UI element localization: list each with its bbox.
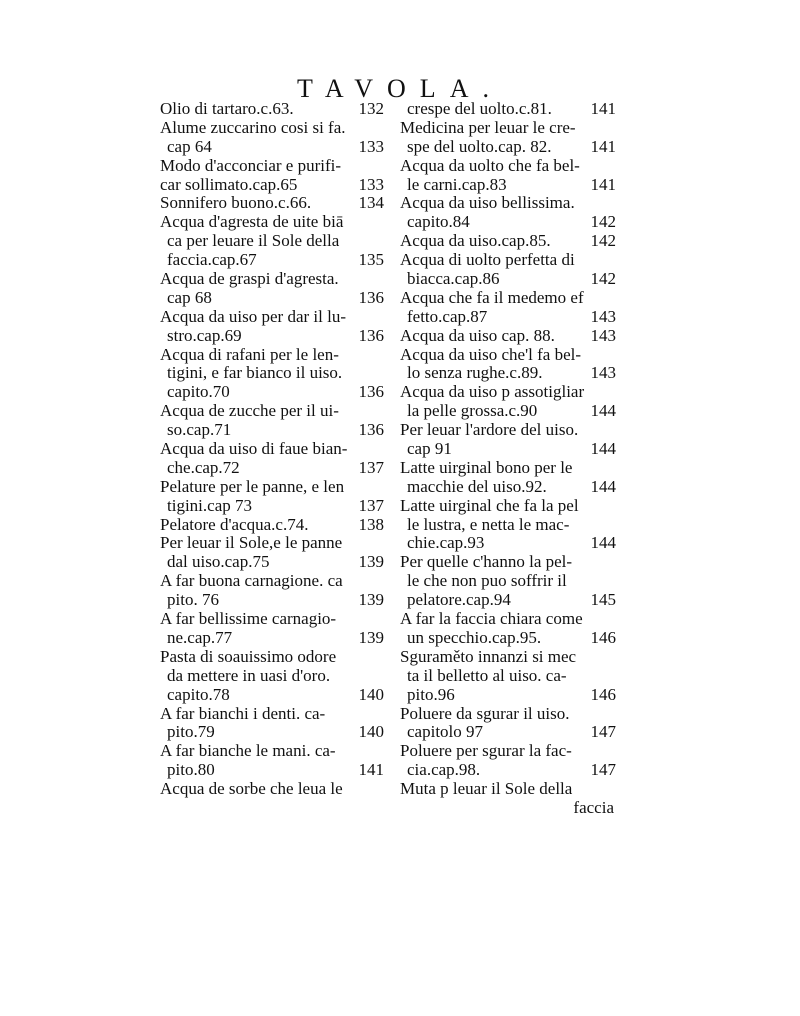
entry-text: pito.96 <box>407 684 455 704</box>
index-entry-line <box>160 497 392 516</box>
entry-text: le lustra, e netta le mac- <box>407 514 570 534</box>
index-entry-line <box>400 553 624 572</box>
entry-text: Poluere per sgurar la fac- <box>400 741 572 761</box>
index-entry-line <box>160 686 392 705</box>
entry-text: Per leuar l'ardore del uiso. <box>400 420 579 440</box>
index-entry-line <box>160 761 392 780</box>
entry-text: pito.79 <box>167 722 215 742</box>
page-number: 140 <box>358 684 384 704</box>
entry-text: le che non puo soffrir il <box>407 571 567 591</box>
page-title: TAVOLA. <box>297 74 503 103</box>
index-entry-line <box>400 440 624 459</box>
entry-text: capito.70 <box>167 382 230 402</box>
index-entry-line <box>400 667 624 686</box>
index-entry-line <box>400 176 624 195</box>
entry-text: Acqua da uiso per dar il lu- <box>160 306 346 326</box>
index-entry-line <box>400 402 624 421</box>
entry-text: Acqua da uiso p assotigliar <box>400 382 585 402</box>
index-entry-line <box>400 289 624 308</box>
entry-text: capitolo 97 <box>407 722 484 742</box>
index-entry-line <box>160 780 392 799</box>
page-number: 135 <box>358 250 384 270</box>
page-number: 137 <box>358 495 384 515</box>
index-entry-line <box>400 742 624 761</box>
entry-text: Sguraměto innanzi si mec <box>400 646 577 666</box>
page-number: 145 <box>590 590 616 610</box>
entry-text: so.cap.71 <box>167 420 232 440</box>
index-entry-line <box>400 213 624 232</box>
entry-text: dal uiso.cap.75 <box>167 552 270 572</box>
page-number: 143 <box>590 325 616 345</box>
entry-text: pito.80 <box>167 760 215 780</box>
entry-text: Acqua de sorbe che leua le <box>160 779 343 799</box>
index-entry-line <box>160 478 392 497</box>
index-entry-line <box>400 572 624 591</box>
entry-text: Acqua che fa il medemo ef <box>400 287 584 307</box>
page-number: 133 <box>358 174 384 194</box>
page-number: 136 <box>358 287 384 307</box>
entry-text: Latte uirginal bono per le <box>400 457 573 477</box>
entry-text: la pelle grossa.c.90 <box>407 401 538 421</box>
index-entry-line <box>400 478 624 497</box>
entry-text: faccia.cap.67 <box>167 250 257 270</box>
entry-text: da mettere in uasi d'oro. <box>167 665 331 685</box>
page-number: 146 <box>590 627 616 647</box>
index-entry-line <box>160 705 392 724</box>
entry-text: Per quelle c'hanno la pel- <box>400 552 573 572</box>
entry-text: crespe del uolto.c.81. <box>407 99 552 118</box>
entry-text: Pasta di soauissimo odore <box>160 646 337 666</box>
index-entry-line <box>160 667 392 686</box>
index-entry-line <box>160 194 392 213</box>
entry-text: Acqua de graspi d'agresta. <box>160 269 339 289</box>
index-entry-line <box>400 686 624 705</box>
entry-text: che.cap.72 <box>167 457 240 477</box>
index-entry-line <box>400 100 624 119</box>
entry-text: A far la faccia chiara come <box>400 609 583 629</box>
index-entry-line <box>160 327 392 346</box>
index-entry-line <box>400 157 624 176</box>
entry-text: stro.cap.69 <box>167 325 242 345</box>
page-number: 144 <box>590 401 616 421</box>
index-entry-line <box>160 308 392 327</box>
index-entry-line <box>160 402 392 421</box>
index-entry-line <box>160 289 392 308</box>
entry-text: car sollimato.cap.65 <box>160 174 298 194</box>
index-entry-line <box>400 591 624 610</box>
index-entry-line <box>400 723 624 742</box>
page-number: 140 <box>358 722 384 742</box>
index-entry-line <box>400 270 624 289</box>
page-number: 141 <box>590 99 616 118</box>
page-number: 134 <box>358 193 384 213</box>
index-entry-line <box>160 364 392 383</box>
index-entry-line <box>160 176 392 195</box>
index-entry-line <box>160 100 392 119</box>
page-number: 133 <box>358 136 384 156</box>
index-entry-line <box>160 251 392 270</box>
index-entry-line <box>160 534 392 553</box>
entry-text: Poluere da sgurar il uiso. <box>400 703 570 723</box>
index-entry-line <box>400 138 624 157</box>
entry-text: cap 68 <box>167 287 212 307</box>
entry-text: Modo d'acconciar e purifi- <box>160 155 342 175</box>
entry-text: spe del uolto.cap. 82. <box>407 136 552 156</box>
index-entry-line <box>160 383 392 402</box>
index-entry-line <box>400 119 624 138</box>
entry-text: fetto.cap.87 <box>407 306 488 326</box>
index-entry-line <box>400 421 624 440</box>
index-entry-line <box>400 610 624 629</box>
entry-text: Olio di tartaro.c.63. <box>160 99 294 118</box>
page-number: 141 <box>358 760 384 780</box>
page-number: 141 <box>590 136 616 156</box>
index-entry-line <box>160 119 392 138</box>
index-entry-line <box>160 553 392 572</box>
entry-text: ne.cap.77 <box>167 627 233 647</box>
page-number: 136 <box>358 382 384 402</box>
page-number: 144 <box>590 533 616 553</box>
left-column <box>160 100 392 799</box>
page-number: 139 <box>358 552 384 572</box>
entry-text: chie.cap.93 <box>407 533 485 553</box>
entry-text: capito.78 <box>167 684 230 704</box>
index-entry-line <box>160 591 392 610</box>
entry-text: Latte uirginal che fa la pel <box>400 495 579 515</box>
page-number: 139 <box>358 627 384 647</box>
entry-text: cap 91 <box>407 439 452 459</box>
index-entry-line <box>160 138 392 157</box>
index-entry-line <box>160 270 392 289</box>
entry-text: pito. 76 <box>167 590 219 610</box>
page-number: 144 <box>590 476 616 496</box>
entry-text: le carni.cap.83 <box>407 174 507 194</box>
entry-text: A far bianche le mani. ca- <box>160 741 336 761</box>
index-entry-line <box>400 648 624 667</box>
entry-text: pelatore.cap.94 <box>407 590 511 610</box>
index-entry-line <box>400 629 624 648</box>
entry-text: A far bellissime carnagio- <box>160 609 337 629</box>
index-entry-line <box>160 572 392 591</box>
page-number: 136 <box>358 325 384 345</box>
entry-text: Acqua di uolto perfetta di <box>400 250 575 270</box>
page-number: 142 <box>590 231 616 251</box>
page-number: 143 <box>590 306 616 326</box>
entry-text: Acqua da uiso cap. 88. <box>400 325 555 345</box>
entry-text: tigini.cap 73 <box>167 495 252 515</box>
page-number: 143 <box>590 363 616 383</box>
index-entry-line <box>160 648 392 667</box>
index-entry-line <box>160 459 392 478</box>
index-entry-line <box>160 610 392 629</box>
entry-text: ca per leuare il Sole della <box>167 231 340 251</box>
index-entry-line <box>160 157 392 176</box>
entry-text: Acqua da uiso che'l fa bel- <box>400 344 582 364</box>
index-entry-line <box>400 459 624 478</box>
entry-text: Acqua da uolto che fa bel- <box>400 155 580 175</box>
entry-text: Pelature per le panne, e len <box>160 476 345 496</box>
page-number: 144 <box>590 439 616 459</box>
index-entry-line <box>400 534 624 553</box>
catchword: faccia <box>573 797 614 817</box>
entry-text: ta il belletto al uiso. ca- <box>407 665 567 685</box>
index-entry-line <box>160 346 392 365</box>
index-entry-line <box>400 761 624 780</box>
index-entry-line <box>400 516 624 535</box>
index-entry-line <box>400 705 624 724</box>
entry-text: macchie del uiso.92. <box>407 476 547 496</box>
index-entry-line <box>160 516 392 535</box>
page-number: 139 <box>358 590 384 610</box>
entry-text: Acqua da uiso.cap.85. <box>400 231 551 251</box>
index-entry-line <box>400 364 624 383</box>
entry-text: Medicina per leuar le cre- <box>400 117 576 137</box>
entry-text: Acqua di rafani per le len- <box>160 344 339 364</box>
index-entry-line <box>400 194 624 213</box>
right-column <box>400 100 624 818</box>
index-entry-line <box>160 742 392 761</box>
index-entry-line <box>400 346 624 365</box>
index-entry-line <box>160 723 392 742</box>
index-entry-line <box>160 232 392 251</box>
index-entry-line <box>400 497 624 516</box>
page-number: 142 <box>590 269 616 289</box>
entry-text: Pelatore d'acqua.c.74. <box>160 514 309 534</box>
entry-text: biacca.cap.86 <box>407 269 500 289</box>
index-entry-line <box>160 213 392 232</box>
entry-text: capito.84 <box>407 212 470 232</box>
page-number: 138 <box>358 514 384 534</box>
index-entry-line <box>400 383 624 402</box>
page-number: 132 <box>358 99 384 118</box>
page-number: 142 <box>590 212 616 232</box>
index-entry-line <box>400 780 624 799</box>
page-number: 147 <box>590 722 616 742</box>
entry-text: A far bianchi i denti. ca- <box>160 703 326 723</box>
page-number: 136 <box>358 420 384 440</box>
entry-text: cap 64 <box>167 136 212 156</box>
index-entry-line <box>160 629 392 648</box>
index-entry-line <box>400 232 624 251</box>
index-entry-line <box>400 308 624 327</box>
entry-text: Acqua d'agresta de uite biā <box>160 212 344 232</box>
page-number: 147 <box>590 760 616 780</box>
entry-text: Sonnifero buono.c.66. <box>160 193 312 213</box>
entry-text: tigini, e far bianco il uiso. <box>167 363 343 383</box>
index-entry-line <box>400 251 624 270</box>
entry-text: lo senza rughe.c.89. <box>407 363 543 383</box>
index-entry-line <box>400 327 624 346</box>
index-entry-line <box>160 440 392 459</box>
page-number: 146 <box>590 684 616 704</box>
entry-text: Muta p leuar il Sole della <box>400 779 573 799</box>
page-number: 141 <box>590 174 616 194</box>
entry-text: Per leuar il Sole,e le panne <box>160 533 343 553</box>
entry-text: Acqua da uiso di faue bian- <box>160 439 348 459</box>
entry-text: Acqua de zucche per il ui- <box>160 401 339 421</box>
entry-text: Alume zuccarino cosi si fa. <box>160 117 346 137</box>
catchword-line <box>400 799 624 818</box>
entry-text: cia.cap.98. <box>407 760 481 780</box>
entry-text: un specchio.cap.95. <box>407 627 542 647</box>
index-entry-line <box>160 421 392 440</box>
page-number: 137 <box>358 457 384 477</box>
entry-text: Acqua da uiso bellissima. <box>400 193 575 213</box>
entry-text: A far buona carnagione. ca <box>160 571 343 591</box>
